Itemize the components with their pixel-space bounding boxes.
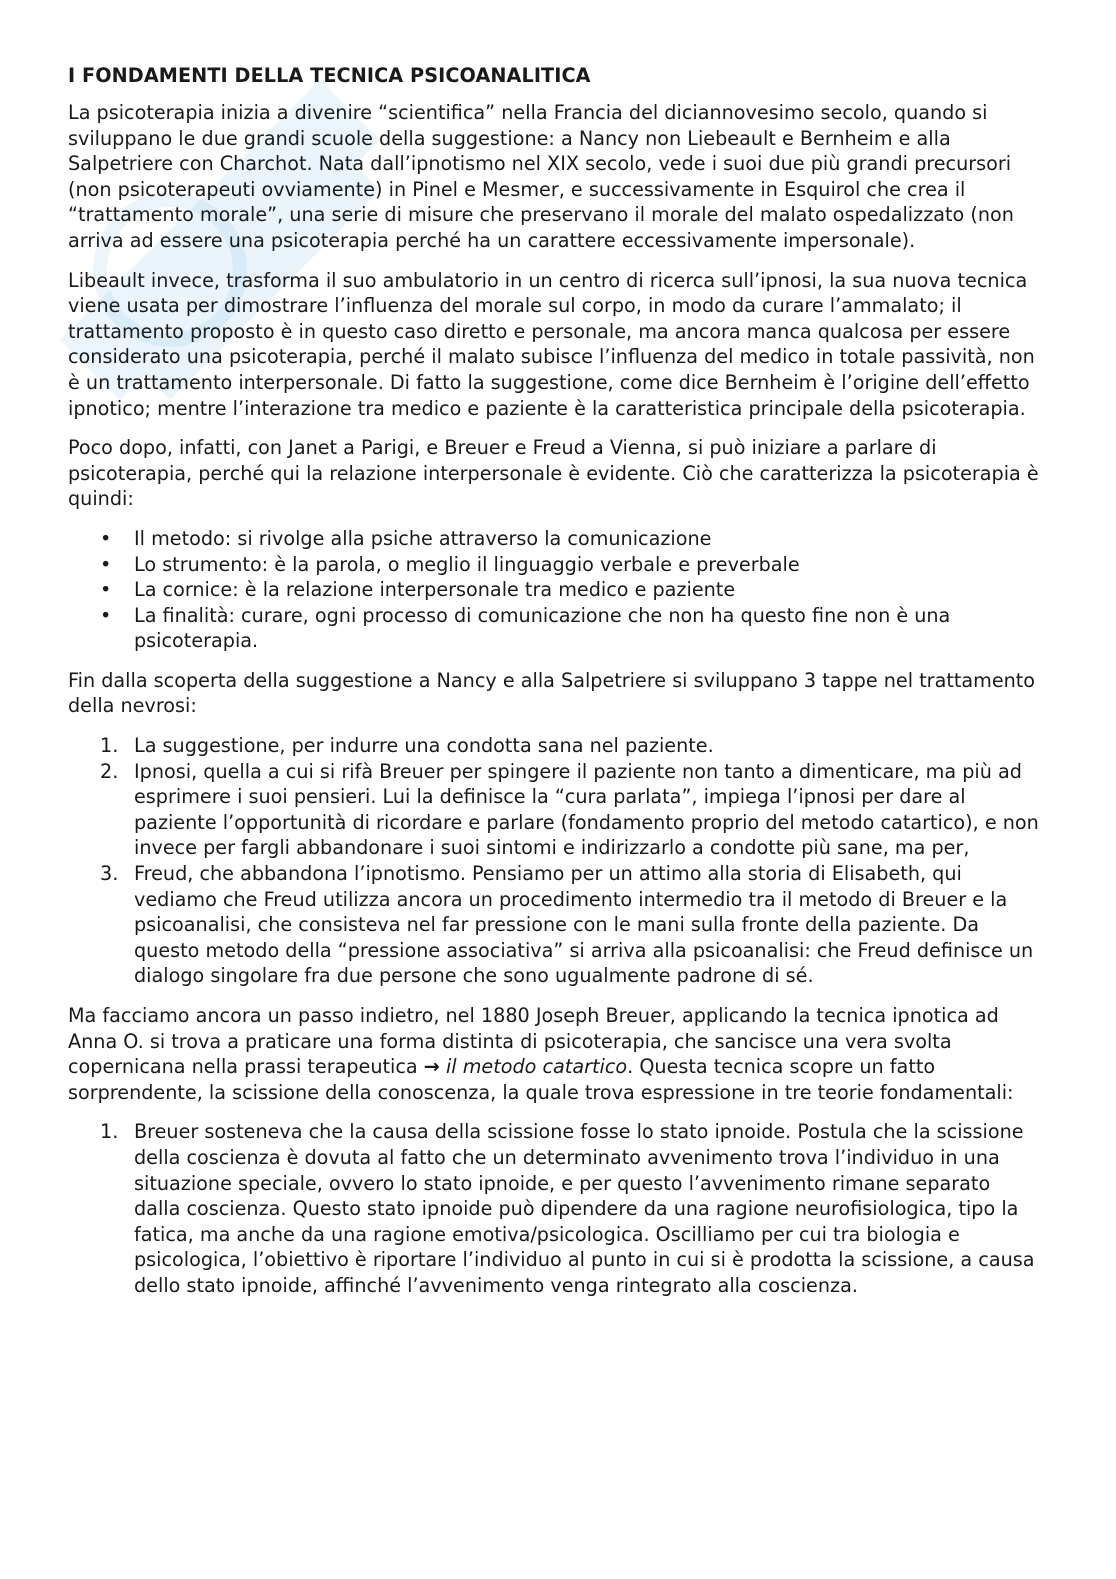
list-item: Freud, che abbandona l’ipnotismo. Pensiamo per un attimo alla storia di Elisabeth, qui vediamo che Freud utilizza ancora un procedimento intermedio tra il metodo di Breuer e la psicoanalisi, che consisteva nel far pressione con le mani sulla fronte della paziente. Da questo metodo della “pressione associativa” si arriva alla psicoanalisi: che Freud definisce un dialogo singolare fra due persone che sono ugualmente padrone di sé. [134,862,1034,988]
paragraph-libeault: Libeault invece, trasforma il suo ambulatorio in un centro di ricerca sull’ipnosi, la sua nuova tecnica viene usata per dimostrare l’influenza del morale sul corpo, in modo da curare l’ammalato; il trattamento proposto è in questo caso diretto e personale, ma ancora manca qualcosa per essere considerato una psicoterapia, perché il malato subisce l’influenza del medico in totale passività, non è un trattamento interpersonale. Di fatto la suggestione, come dice Bernheim è l’origine dell’effetto ipnotico; mentre l’interazione tra medico e paziente è la caratteristica principale della psicoterapia. [68,268,1035,420]
paragraph-stages: Fin dalla scoperta della suggestione a Nancy e alla Salpetriere si sviluppano 3 tappe nel trattamento della nevrosi: [68,668,1036,718]
theories-list [68,1119,1040,1298]
list-item: Breuer sosteneva che la causa della scissione fosse lo stato ipnoide. Postula che la scissione della coscienza è dovuta al fatto che un determinato avvenimento trova l’individuo in una situazione speciale, ovvero lo stato ipnoide, e per questo l’avvenimento rimane separato dalla coscienza. Questo stato ipnoide può dipendere da una ragione neurofisiologica, tipo la fatica, ma anche da una ragione emotiva/psicologica. Oscilliamo per cui tra biologia e psicologica, l’obiettivo è riportare l’individuo al punto in cui si è prodotta la scissione, a causa dello stato ipnoide, affinché l’avvenimento venga rintegrato alla coscienza. [134,1120,1035,1297]
list-item: • Lo strumento: è la parola, o meglio il linguaggio verbale e preverbale [134,552,1040,578]
document-title: I FONDAMENTI DELLA TECNICA PSICOANALITICA [68,64,591,87]
paragraph-breuer-text: Ma facciamo ancora un passo indietro, nel 1880 Joseph Breuer, applicando la tecnica ipnotica ad Anna O. si trova a praticare una forma distinta di psicoterapia, che sancisce una vera svolta copernicana nella prassi terapeutica [68,1004,999,1079]
paragraph-psychotherapy: Poco dopo, infatti, con Janet a Parigi, e Breuer e Freud a Vienna, si può iniziare a parlare di psicoterapia, perché qui la relazione interpersonale è evidente. Ciò che caratterizza la psicoterapia è quindi: [68,436,1039,511]
characteristics-list [68,526,1040,654]
list-item: La suggestione, per indurre una condotta sana nel paziente. [134,734,714,758]
list-item: • La cornice: è la relazione interpersonale tra medico e paziente [134,577,1040,603]
paragraph-breuer [68,1003,1040,1105]
list-item: Ipnosi, quella a cui si rifà Breuer per spingere il paziente non tanto a dimenticare, ma più ad esprimere i suoi pensieri. Lui la definisce la “cura parlata”, impiega l’ipnosi per dare al paziente l’opportunità di ricordare e parlare (fondamento proprio del metodo catartico), e non invece per fargli abbandonare i suoi sintomi e indirizzarlo a condotte più sane, ma per, [134,759,1039,860]
document-page [68,62,1040,1313]
paragraph-breuer-text-end: . Questa tecnica scopre un fatto sorprendente, la scissione della conoscenza, la quale trova espressione in tre teorie fondamentali: [68,1055,1014,1104]
list-item: • Il metodo: si rivolge alla psiche attraverso la comunicazione [134,526,1040,552]
cathartic-method-term: il metodo catartico [445,1055,628,1079]
stages-list [68,733,1040,989]
arrow-right-icon: → [423,1055,440,1079]
paragraph-intro: La psicoterapia inizia a divenire “scientifica” nella Francia del diciannovesimo secolo, quando si sviluppano le due grandi scuole della suggestione: a Nancy non Liebeault e Bernheim e alla Salpetriere con Charchot. Nata dall’ipnotismo nel XIX secolo, vede i suoi due più grandi precursori (non psicoterapeuti ovviamente) in Pinel e Mesmer, e successivamente in Esquirol che crea il “trattamento morale”, una serie di misure che preservano il morale del malato ospedalizzato (non arriva ad essere una psicoterapia perché ha un carattere eccessivamente impersonale). [68,101,1014,252]
list-item: • La finalità: curare, ogni processo di comunicazione che non ha questo fine non è una psicoterapia. [134,603,1040,654]
